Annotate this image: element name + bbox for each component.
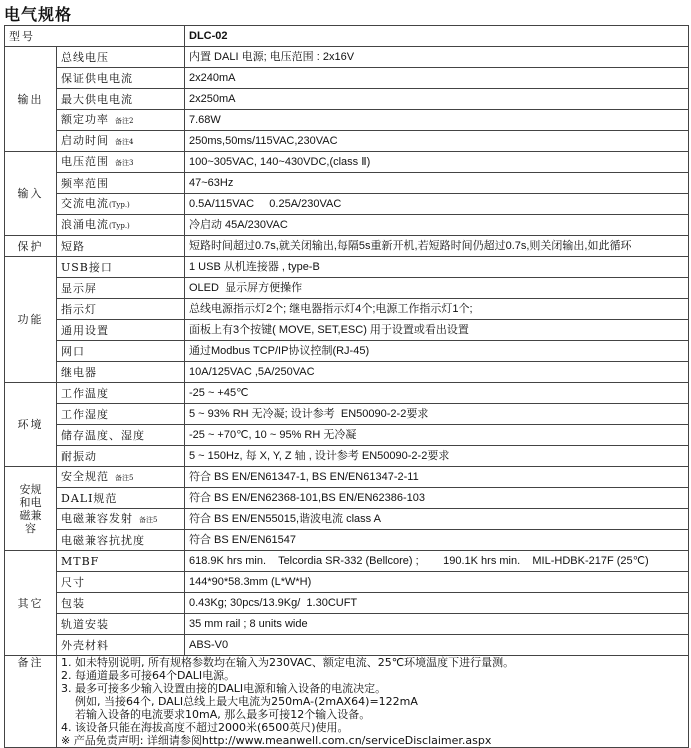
spec-row-function xyxy=(5,362,689,383)
spec-note: 备注2 xyxy=(115,116,134,125)
spec-label xyxy=(57,425,185,446)
spec-row-environment xyxy=(5,404,689,425)
spec-row-function xyxy=(5,299,689,320)
spec-label-text: 工作湿度 xyxy=(61,407,109,421)
spec-value: ABS-V0 xyxy=(185,635,689,656)
spec-value: 10A/125VAC ,5A/250VAC xyxy=(185,362,689,383)
model-value: DLC-02 xyxy=(185,26,689,47)
spec-note: (Typ.) xyxy=(109,221,130,230)
spec-label xyxy=(57,152,185,173)
note-line: ※ 产品免责声明: 详细请参阅http://www.meanwell.com.cn/serviceDisclaimer.aspx xyxy=(61,734,492,747)
spec-value: 144*90*58.3mm (L*W*H) xyxy=(185,572,689,593)
spec-label-text: 频率范围 xyxy=(61,176,109,190)
spec-label xyxy=(57,173,185,194)
group-label-function: 功能 xyxy=(5,257,57,383)
note-line: 例如, 当接64个, DALI总线上最大电流为250mA-(2mAX64)=122mA xyxy=(61,695,418,708)
spec-label-text: 尺寸 xyxy=(61,575,85,589)
spec-row-safety xyxy=(5,530,689,551)
spec-row-environment xyxy=(5,446,689,467)
model-label: 型号 xyxy=(5,26,185,47)
spec-row-output xyxy=(5,110,689,131)
spec-label-text: 最大供电电流 xyxy=(61,92,133,106)
spec-value: -25 ~ +70℃, 10 ~ 95% RH 无冷凝 xyxy=(185,425,689,446)
spec-label xyxy=(57,236,185,257)
spec-table xyxy=(4,25,689,748)
group-label-environment: 环境 xyxy=(5,383,57,467)
spec-label xyxy=(57,320,185,341)
spec-row-others xyxy=(5,593,689,614)
spec-value: 短路时间超过0.7s,就关闭输出,每隔5s重新开机,若短路时间仍超过0.7s,则关闭输出,如此循环 xyxy=(185,236,689,257)
notes-row xyxy=(5,656,689,748)
spec-row-others xyxy=(5,614,689,635)
spec-label xyxy=(57,446,185,467)
spec-row-others xyxy=(5,551,689,572)
spec-value: OLED 显示屏方便操作 xyxy=(185,278,689,299)
spec-note: 备注4 xyxy=(115,137,134,146)
spec-label-text: 外壳材料 xyxy=(61,638,109,652)
spec-label-text: 电磁兼容发射 xyxy=(61,511,133,525)
spec-value: 5 ~ 93% RH 无冷凝; 设计参考 EN50090-2-2要求 xyxy=(185,404,689,425)
note-line: 1. 如未特别说明, 所有规格参数均在输入为230VAC、额定电流、25℃环境温度下进行量测。 xyxy=(61,656,515,669)
notes-label: 备注 xyxy=(5,656,57,748)
spec-value: 2x250mA xyxy=(185,89,689,110)
spec-value: -25 ~ +45℃ xyxy=(185,383,689,404)
spec-label xyxy=(57,278,185,299)
spec-table-body xyxy=(5,26,689,748)
spec-label-text: 保证供电电流 xyxy=(61,71,133,85)
spec-label-text: 轨道安装 xyxy=(61,617,109,631)
spec-row-safety xyxy=(5,509,689,530)
spec-label-text: 电磁兼容抗扰度 xyxy=(61,533,145,547)
spec-row-output xyxy=(5,68,689,89)
spec-label xyxy=(57,215,185,236)
spec-label xyxy=(57,131,185,152)
spec-label-text: 工作温度 xyxy=(61,386,109,400)
spec-row-function xyxy=(5,257,689,278)
group-label-output: 输出 xyxy=(5,47,57,152)
spec-value: 35 mm rail ; 8 units wide xyxy=(185,614,689,635)
spec-row-function xyxy=(5,278,689,299)
notes-content xyxy=(57,656,689,748)
spec-value: 通过Modbus TCP/IP协议控制(RJ-45) xyxy=(185,341,689,362)
group-label-input: 输入 xyxy=(5,152,57,236)
spec-note: 备注5 xyxy=(115,473,134,482)
spec-row-input xyxy=(5,215,689,236)
spec-value: 符合 BS EN/EN55015,谐波电流 class A xyxy=(185,509,689,530)
spec-label xyxy=(57,614,185,635)
spec-row-function xyxy=(5,341,689,362)
spec-value: 1 USB 从机连接器 , type-B xyxy=(185,257,689,278)
spec-label-text: 储存温度、湿度 xyxy=(61,428,145,442)
spec-label xyxy=(57,257,185,278)
spec-row-output xyxy=(5,47,689,68)
spec-note: 备注5 xyxy=(139,515,158,524)
header-row xyxy=(5,26,689,47)
spec-value: 冷启动 45A/230VAC xyxy=(185,215,689,236)
spec-label-text: 总线电压 xyxy=(61,50,109,64)
note-line: 2. 每通道最多可接64个DALI电源。 xyxy=(61,669,236,682)
note-line: 4. 该设备只能在海拔高度不超过2000米(6500英尺)使用。 xyxy=(61,721,349,734)
spec-row-function xyxy=(5,320,689,341)
spec-value: 内置 DALI 电源; 电压范围 : 2x16V xyxy=(185,47,689,68)
spec-row-output xyxy=(5,131,689,152)
spec-row-safety xyxy=(5,488,689,509)
spec-value: 47~63Hz xyxy=(185,173,689,194)
spec-label xyxy=(57,509,185,530)
spec-value: 7.68W xyxy=(185,110,689,131)
spec-note: 备注3 xyxy=(115,158,134,167)
spec-value: 100~305VAC, 140~430VDC,(class Ⅱ) xyxy=(185,152,689,173)
spec-label xyxy=(57,593,185,614)
spec-note: (Typ.) xyxy=(109,200,130,209)
spec-label-text: 继电器 xyxy=(61,365,97,379)
spec-label-text: 电压范围 xyxy=(61,154,109,168)
spec-label xyxy=(57,467,185,488)
spec-row-input xyxy=(5,152,689,173)
spec-row-environment xyxy=(5,383,689,404)
spec-value: 面板上有3个按键( MOVE, SET,ESC) 用于设置或看出设置 xyxy=(185,320,689,341)
spec-row-environment xyxy=(5,425,689,446)
spec-row-others xyxy=(5,635,689,656)
spec-label xyxy=(57,530,185,551)
spec-label-text: DALI规范 xyxy=(61,491,118,505)
spec-label-text: 指示灯 xyxy=(61,302,97,316)
spec-row-protection xyxy=(5,236,689,257)
spec-value: 5 ~ 150Hz, 每 X, Y, Z 轴 , 设计参考 EN50090-2-2要求 xyxy=(185,446,689,467)
spec-value: 618.9K hrs min. Telcordia SR-332 (Bellcore) ; 190.1K hrs min. MIL-HDBK-217F (25℃) xyxy=(185,551,689,572)
spec-row-input xyxy=(5,194,689,215)
spec-label-text: 交流电流 xyxy=(61,196,109,210)
spec-label xyxy=(57,299,185,320)
spec-value: 符合 BS EN/EN61347-1, BS EN/EN61347-2-11 xyxy=(185,467,689,488)
spec-row-others xyxy=(5,572,689,593)
spec-label-text: MTBF xyxy=(61,554,100,568)
spec-value: 总线电源指示灯2个; 继电器指示灯4个;电源工作指示灯1个; xyxy=(185,299,689,320)
spec-label-text: 短路 xyxy=(61,239,85,253)
spec-label-text: 通用设置 xyxy=(61,323,109,337)
spec-label xyxy=(57,362,185,383)
spec-label-text: 显示屏 xyxy=(61,281,97,295)
spec-value: 0.5A/115VAC 0.25A/230VAC xyxy=(185,194,689,215)
note-line: 3. 最多可接多少输入设置由接的DALI电源和输入设备的电流决定。 xyxy=(61,682,387,695)
spec-label xyxy=(57,572,185,593)
spec-value: 0.43Kg; 30pcs/13.9Kg/ 1.30CUFT xyxy=(185,593,689,614)
spec-row-input xyxy=(5,173,689,194)
spec-value: 250ms,50ms/115VAC,230VAC xyxy=(185,131,689,152)
spec-label xyxy=(57,551,185,572)
spec-value: 符合 BS EN/EN62368-101,BS EN/EN62386-103 xyxy=(185,488,689,509)
spec-row-safety xyxy=(5,467,689,488)
spec-label xyxy=(57,89,185,110)
spec-label xyxy=(57,404,185,425)
note-line: 若输入设备的电流要求10mA, 那么最多可接12个输入设备。 xyxy=(61,708,371,721)
spec-row-output xyxy=(5,89,689,110)
spec-label xyxy=(57,47,185,68)
spec-label-text: USB接口 xyxy=(61,260,113,274)
spec-label-text: 安全规范 xyxy=(61,469,109,483)
spec-value: 符合 BS EN/EN61547 xyxy=(185,530,689,551)
group-label-protection: 保护 xyxy=(5,236,57,257)
spec-label-text: 耐振动 xyxy=(61,449,97,463)
spec-label xyxy=(57,488,185,509)
spec-label-text: 网口 xyxy=(61,344,85,358)
section-title: 电气规格 xyxy=(4,5,73,24)
spec-label xyxy=(57,383,185,404)
spec-label-text: 启动时间 xyxy=(61,133,109,147)
spec-label xyxy=(57,110,185,131)
spec-label-text: 包装 xyxy=(61,596,85,610)
spec-label xyxy=(57,341,185,362)
group-label-safety: 安规和电磁兼容 xyxy=(5,467,57,551)
spec-value: 2x240mA xyxy=(185,68,689,89)
group-label-others: 其它 xyxy=(5,551,57,656)
spec-label xyxy=(57,194,185,215)
spec-label xyxy=(57,68,185,89)
spec-label xyxy=(57,635,185,656)
spec-label-text: 额定功率 xyxy=(61,112,109,126)
spec-label-text: 浪涌电流 xyxy=(61,217,109,231)
